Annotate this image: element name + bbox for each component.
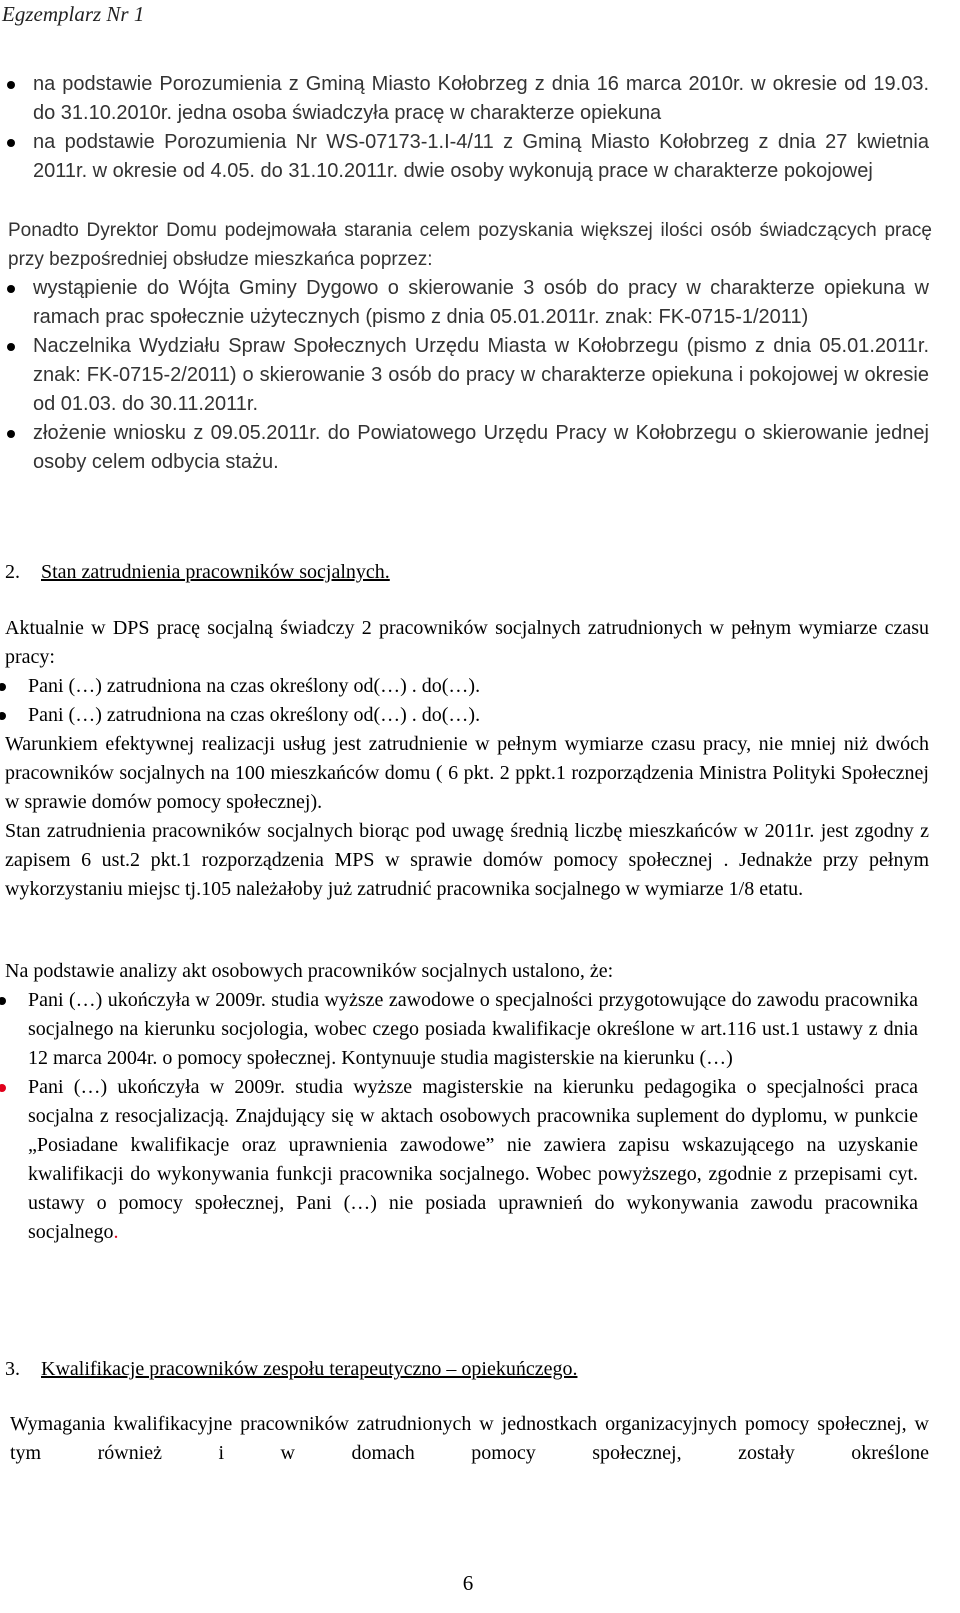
list-item: złożenie wniosku z 09.05.2011r. do Powiatowego Urzędu Pracy w Kołobrzegu o skierowanie jednej osoby celem odbycia stażu.: [33, 419, 929, 477]
document-header: Egzemplarz Nr 1: [2, 2, 145, 26]
list-item: na podstawie Porozumienia Nr WS-07173-1.I-4/11 z Gminą Miasto Kołobrzeg z dnia 27 kwietnia 2011r. w okresie od 4.05. do 31.10.2011r. dwie osoby wykonują prace w charakterze pokojowej: [33, 128, 929, 186]
bullet-icon: [0, 997, 6, 1005]
list-item: Pani (…) ukończyła w 2009r. studia wyższe zawodowe o specjalności przygotowujące do zawodu pracownika socjalnego na kierunku socjologia, wobec czego posiada kwalifikacje określone w art.116 ust.1 ustawy z dnia 12 marca 2004r. o pomocy społecznej. Kontynuuje studia magisterskie na kierunku (…): [28, 986, 918, 1073]
bullet-icon: [7, 285, 15, 293]
list-item: Pani (…) zatrudniona na czas określony od(…) . do(…).: [28, 701, 918, 730]
section-2-body: [0, 614, 960, 904]
list-item: Pani (…) zatrudniona na czas określony od(…) . do(…).: [28, 672, 918, 701]
bullet-icon: [7, 139, 15, 147]
top-bullet-list: [0, 70, 960, 186]
paragraph: Aktualnie w DPS pracę socjalną świadczy 2 pracowników socjalnych zatrudnionych w pełnym wymiarze czasu pracy:: [5, 617, 929, 668]
bullet-icon: [7, 343, 15, 351]
list-item: na podstawie Porozumienia z Gminą Miasto Kołobrzeg z dnia 16 marca 2010r. w okresie od 19.03. do 31.10.2010r. jedna osoba świadczyła pracę w charakterze opiekuna: [33, 70, 929, 128]
paragraph: Ponadto Dyrektor Domu podejmowała starania celem pozyskania większej ilości osób świadczących pracę przy bezpośredniej obsłudze mieszkańca poprzez:: [8, 220, 932, 270]
paragraph: Wymagania kwalifikacyjne pracowników zatrudnionych w jednostkach organizacyjnych pomocy społecznej, w tym również i w domach pomocy społecznej, zostały określone: [10, 1413, 929, 1464]
red-period: .: [113, 1221, 119, 1243]
list-item: Naczelnika Wydziału Spraw Społecznych Urzędu Miasta w Kołobrzegu (pismo z dnia 05.01.2011r. znak: FK-0715-2/2011) o skierowanie 3 osób do pracy w charakterze opiekuna i pokojowej w okresie od 01.03. do 30.11.2011r.: [33, 332, 929, 419]
section-2-analysis: [0, 957, 960, 1247]
section-title: Kwalifikacje pracowników zespołu terapeutyczno – opiekuńczego.: [41, 1358, 578, 1380]
paragraph: Warunkiem efektywnej realizacji usług jest zatrudnienie w pełnym wymiarze czasu pracy, nie mniej niż dwóch pracowników socjalnych na 100 mieszkańców domu ( 6 pkt. 2 ppkt.1 rozporządzenia Ministra Polityki Społecznej w sprawie domów pomocy społecznej).: [5, 733, 929, 813]
bullet-icon: [7, 430, 15, 438]
list-item: wystąpienie do Wójta Gminy Dygowo o skierowanie 3 osób do pracy w charakterze opiekuna w ramach prac społecznie użytecznych (pismo z dnia 05.01.2011r. znak: FK-0715-1/2011): [33, 274, 929, 332]
bullet-icon: [0, 1084, 6, 1092]
bullet-icon: [7, 81, 15, 89]
section-2-heading: [0, 558, 960, 587]
section-3-body: [0, 1410, 960, 1468]
section-number: 3.: [5, 1358, 20, 1380]
ponadto-section: [0, 216, 960, 477]
paragraph: Stan zatrudnienia pracowników socjalnych biorąc pod uwagę średnią liczbę mieszkańców w 2011r. jest zgodny z zapisem 6 ust.2 pkt.1 rozporządzenia MPS w sprawie domów pomocy społecznej . Jednakże przy pełnym wykorzystaniu miejsc tj.105 należałoby już zatrudnić pracownika socjalnego w wymiarze 1/8 etatu.: [5, 820, 929, 900]
section-number: 2.: [5, 561, 20, 583]
bullet-icon: [0, 683, 6, 691]
paragraph: Na podstawie analizy akt osobowych pracowników socjalnych ustalono, że:: [5, 960, 614, 982]
page-number: 6: [462, 1571, 474, 1595]
bullet-icon: [0, 712, 6, 720]
list-item: Pani (…) ukończyła w 2009r. studia wyższe magisterskie na kierunku pedagogika o specjalności praca socjalna z resocjalizacją. Znajdujący się w aktach osobowych pracownika suplement do dyplomu, w punkcie „Posiadane kwalifikacje oraz uprawnienia zawodowe” nie zawiera zapisu wskazującego na uzyskanie kwalifikacji do wykonywania funkcji pracownika socjalnego. Wobec powyższego, zgodnie z przepisami cyt. ustawy o pomocy społecznej, Pani (…) nie posiada uprawnień do wykonywania zawodu pracownika socjalnego.: [28, 1073, 918, 1247]
section-title: Stan zatrudnienia pracowników socjalnych.: [41, 561, 390, 583]
section-3-heading: [0, 1355, 960, 1384]
